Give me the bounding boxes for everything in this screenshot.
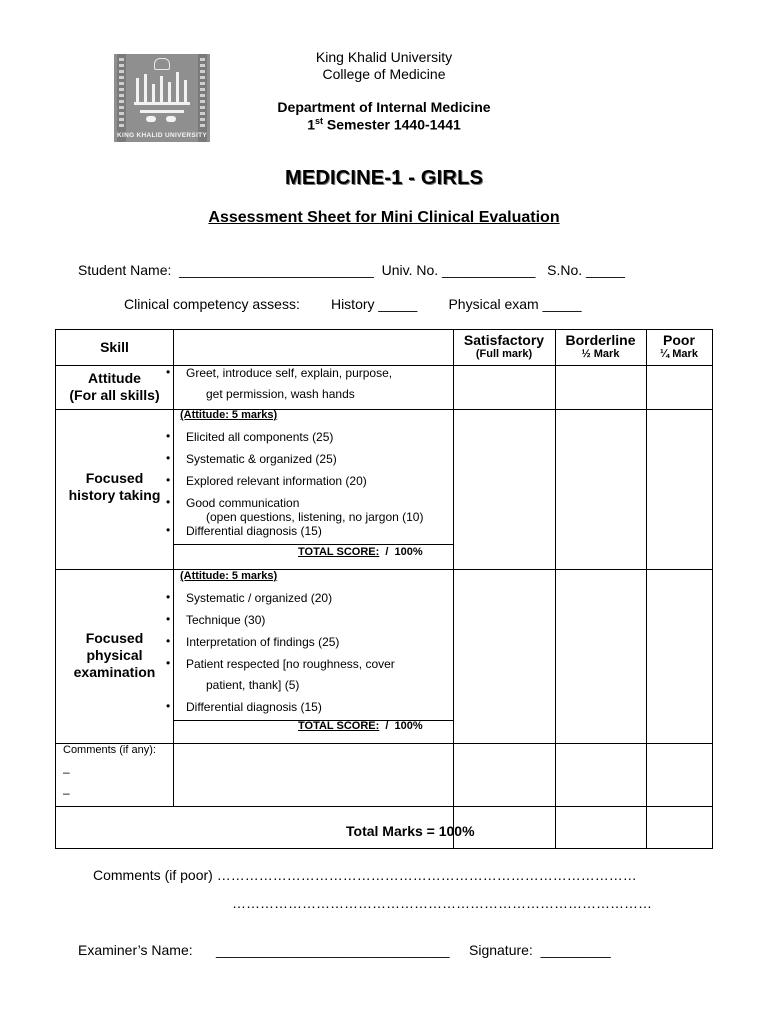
physical-item: • Differential diagnosis (15) [186, 700, 322, 714]
comments-label: Comments (if any): [63, 744, 156, 756]
logo-text: KING KHALID UNIVERSITY [116, 132, 208, 139]
history-total-score: TOTAL SCORE: / 100% [298, 546, 423, 558]
page-subtitle: Assessment Sheet for Mini Clinical Evaluation [208, 209, 560, 226]
college-name: College of Medicine [322, 66, 446, 82]
comments-dash: – [63, 765, 70, 779]
history-item: • Good communication [186, 496, 299, 510]
history-item: • Systematic & organized (25) [186, 452, 337, 466]
history-skill: Focused history taking [68, 470, 161, 503]
assessment-table: Skill Satisfactory (Full mark) Borderline ½ Mark Poor ¼ Mark Attitude (For all skills) • Greet, introduce self, explain, purpose, get permission, wash hands (Attitude: 5 marks) Focused history taking • Elicited all components (25) • Systematic & organized (25) • Explored relevant information (20) • Good communication (open questions, listening, no jargon (10) • Differential diagnosis (15) TOTAL SCORE: / 100% (Attitude: 5 marks) Focused physical examination • Systematic / organized (20) • Technique (30) • Interpretation of findings (25) • Patient respected [no roughness, cover patient, thank] (5) • Differential diagnosis (15) TOTAL SCORE: / 100% Comments (if any): – – Total Marks = 100% [55, 329, 713, 849]
history-item: • Elicited all components (25) [186, 430, 333, 444]
physical-item: • Systematic / organized (20) [186, 591, 332, 605]
physical-attitude-note: (Attitude: 5 marks) [180, 570, 278, 582]
physical-respect-detail: patient, thank] (5) [206, 678, 300, 692]
university-name: King Khalid University [315, 49, 453, 65]
poor-header: Poor ¼ Mark [660, 332, 698, 360]
history-attitude-note: (Attitude: 5 marks) [180, 409, 278, 421]
comments-if-poor: Comments (if poor) ……………………………………………………………………………… [93, 867, 637, 883]
physical-item: • Interpretation of findings (25) [186, 635, 339, 649]
semester: 1st Semester 1440-1441 [307, 116, 461, 133]
attitude-item-cont: get permission, wash hands [206, 387, 355, 401]
competency-line: Clinical competency assess: History _____ Physical exam _____ [124, 296, 582, 312]
attitude-item: • Greet, introduce self, explain, purpose, [186, 366, 392, 380]
physical-item: • Patient respected [no roughness, cover [186, 657, 395, 671]
examiner-signature-line: Examiner’s Name: ______________________________ Signature: _________ [78, 942, 611, 958]
satisfactory-header: Satisfactory (Full mark) [463, 332, 545, 360]
borderline-header: Borderline ½ Mark [565, 332, 636, 360]
history-communication-detail: (open questions, listening, no jargon (10) [206, 510, 424, 524]
history-item: • Explored relevant information (20) [186, 474, 367, 488]
physical-skill: Focused physical examination [73, 630, 156, 680]
department-name: Department of Internal Medicine [277, 99, 491, 115]
comments-dash: – [63, 786, 70, 800]
page-title: MEDICINE-1 - GIRLS [284, 167, 484, 189]
attitude-skill: Attitude (For all skills) [69, 370, 160, 403]
student-info-line: Student Name: _________________________ Univ. No. ____________ S.No. _____ [78, 262, 625, 278]
history-item: • Differential diagnosis (15) [186, 524, 322, 538]
physical-total-score: TOTAL SCORE: / 100% [298, 720, 423, 732]
skill-header: Skill [100, 339, 129, 355]
physical-item: • Technique (30) [186, 613, 265, 627]
comments-if-poor-cont: ……………………………………………………………………………… [232, 895, 652, 911]
